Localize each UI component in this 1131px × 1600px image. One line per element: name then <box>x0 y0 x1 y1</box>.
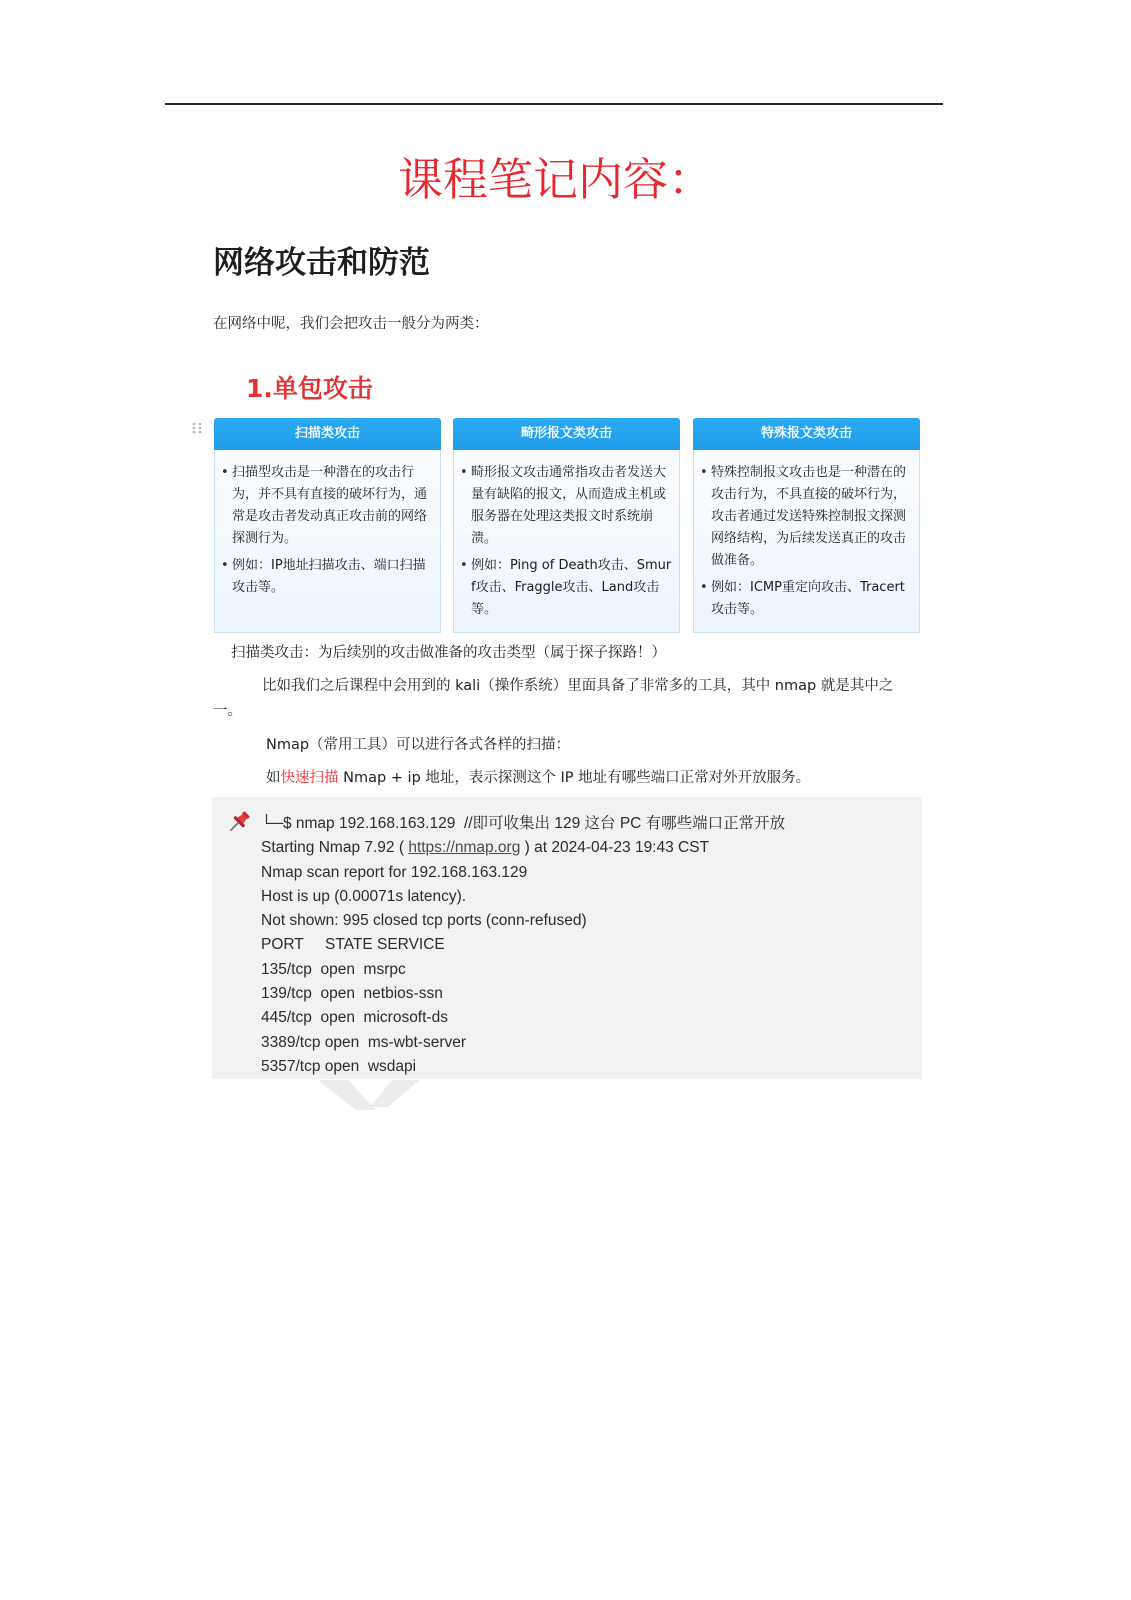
card-body <box>214 450 441 633</box>
attack-card-malformed <box>453 418 680 633</box>
code-block <box>212 797 922 1079</box>
watermark-graphic <box>310 1079 430 1113</box>
kali-paragraph: 比如我们之后课程中会用到的 kali（操作系统）里面具备了非常多的工具，其中 nmap 就是其中之一。 <box>213 678 894 719</box>
quick-scan-suffix: Nmap + ip 地址，表示探测这个 IP 地址有哪些端口正常对外开放服务。 <box>338 770 811 786</box>
card-body <box>693 450 920 633</box>
card-header: 扫描类攻击 <box>214 418 441 450</box>
code-text: ) at 2024-04-23 19:43 CST <box>520 839 710 857</box>
card-bullet: • 特殊控制报文攻击也是一种潜在的攻击行为，不具直接的破坏行为，攻击者通过发送特殊控制报文探测网络结构，为后续发送真正的攻击做准备。 <box>700 462 912 572</box>
card-bullet: • 畸形报文攻击通常指攻击者发送大量有缺陷的报文，从而造成主机或服务器在处理这类报文时系统崩溃。 <box>460 462 672 550</box>
code-line-command: └─$ nmap 192.168.163.129 //即可收集出 129 这台 PC 有哪些端口正常开放 <box>261 815 786 832</box>
quick-scan-prefix: 如 <box>266 770 281 786</box>
quick-scan-highlight: 快速扫描 <box>280 770 339 786</box>
code-line: PORT STATE SERVICE <box>261 936 445 954</box>
card-bullet: • 扫描型攻击是一种潜在的攻击行为，并不具有直接的破坏行为，通常是攻击者发动真正攻击前的网络探测行为。 <box>221 462 433 550</box>
card-body <box>453 450 680 633</box>
card-bullet: • 例如：Ping of Death攻击、Smurf攻击、Fraggle攻击、Land攻击等。 <box>460 555 672 621</box>
code-line-start <box>261 836 911 860</box>
intro-text: 在网络中呢，我们会把攻击一般分为两类： <box>213 316 489 332</box>
card-bullet-list <box>460 462 672 621</box>
drag-handle-icon[interactable] <box>191 421 203 435</box>
code-line: Host is up (0.00071s latency). <box>261 887 467 905</box>
code-line: Not shown: 995 closed tcp ports (conn-refused) <box>261 912 587 930</box>
card-header: 畸形报文类攻击 <box>453 418 680 450</box>
code-line: 5357/tcp open wsdapi <box>261 1057 417 1075</box>
code-line: 135/tcp open msrpc <box>261 960 406 978</box>
code-line: 3389/tcp open ms-wbt-server <box>261 1033 467 1051</box>
pushpin-icon <box>226 809 252 835</box>
code-line: 139/tcp open netbios-ssn <box>261 985 443 1003</box>
section-title: 网络攻击和防范 <box>213 245 430 281</box>
code-line: Nmap scan report for 192.168.163.129 <box>261 863 528 881</box>
code-lines <box>261 812 911 1079</box>
page-title: 课程笔记内容： <box>398 153 714 206</box>
code-text: Starting Nmap 7.92 ( <box>261 839 409 857</box>
card-bullet-list <box>700 462 912 621</box>
subsection-title: 1.单包攻击 <box>246 374 373 403</box>
header-rule <box>165 103 943 105</box>
quick-scan-text <box>266 768 810 788</box>
attack-card-special <box>693 418 920 633</box>
card-bullet: • 例如：IP地址扫描攻击、端口扫描攻击等。 <box>221 555 433 599</box>
code-line: 445/tcp open microsoft-ds <box>261 1009 448 1027</box>
scan-note-text: 扫描类攻击：为后续别的攻击做准备的攻击类型（属于探子探路！） <box>231 645 666 661</box>
card-header: 特殊报文类攻击 <box>693 418 920 450</box>
attack-card-scan <box>214 418 441 633</box>
nmap-intro-text: Nmap（常用工具）可以进行各式各样的扫描： <box>266 737 571 753</box>
card-bullet: • 例如：ICMP重定向攻击、Tracert攻击等。 <box>700 577 912 621</box>
nmap-link[interactable]: https://nmap.org <box>408 839 521 857</box>
card-bullet-list <box>221 462 433 599</box>
